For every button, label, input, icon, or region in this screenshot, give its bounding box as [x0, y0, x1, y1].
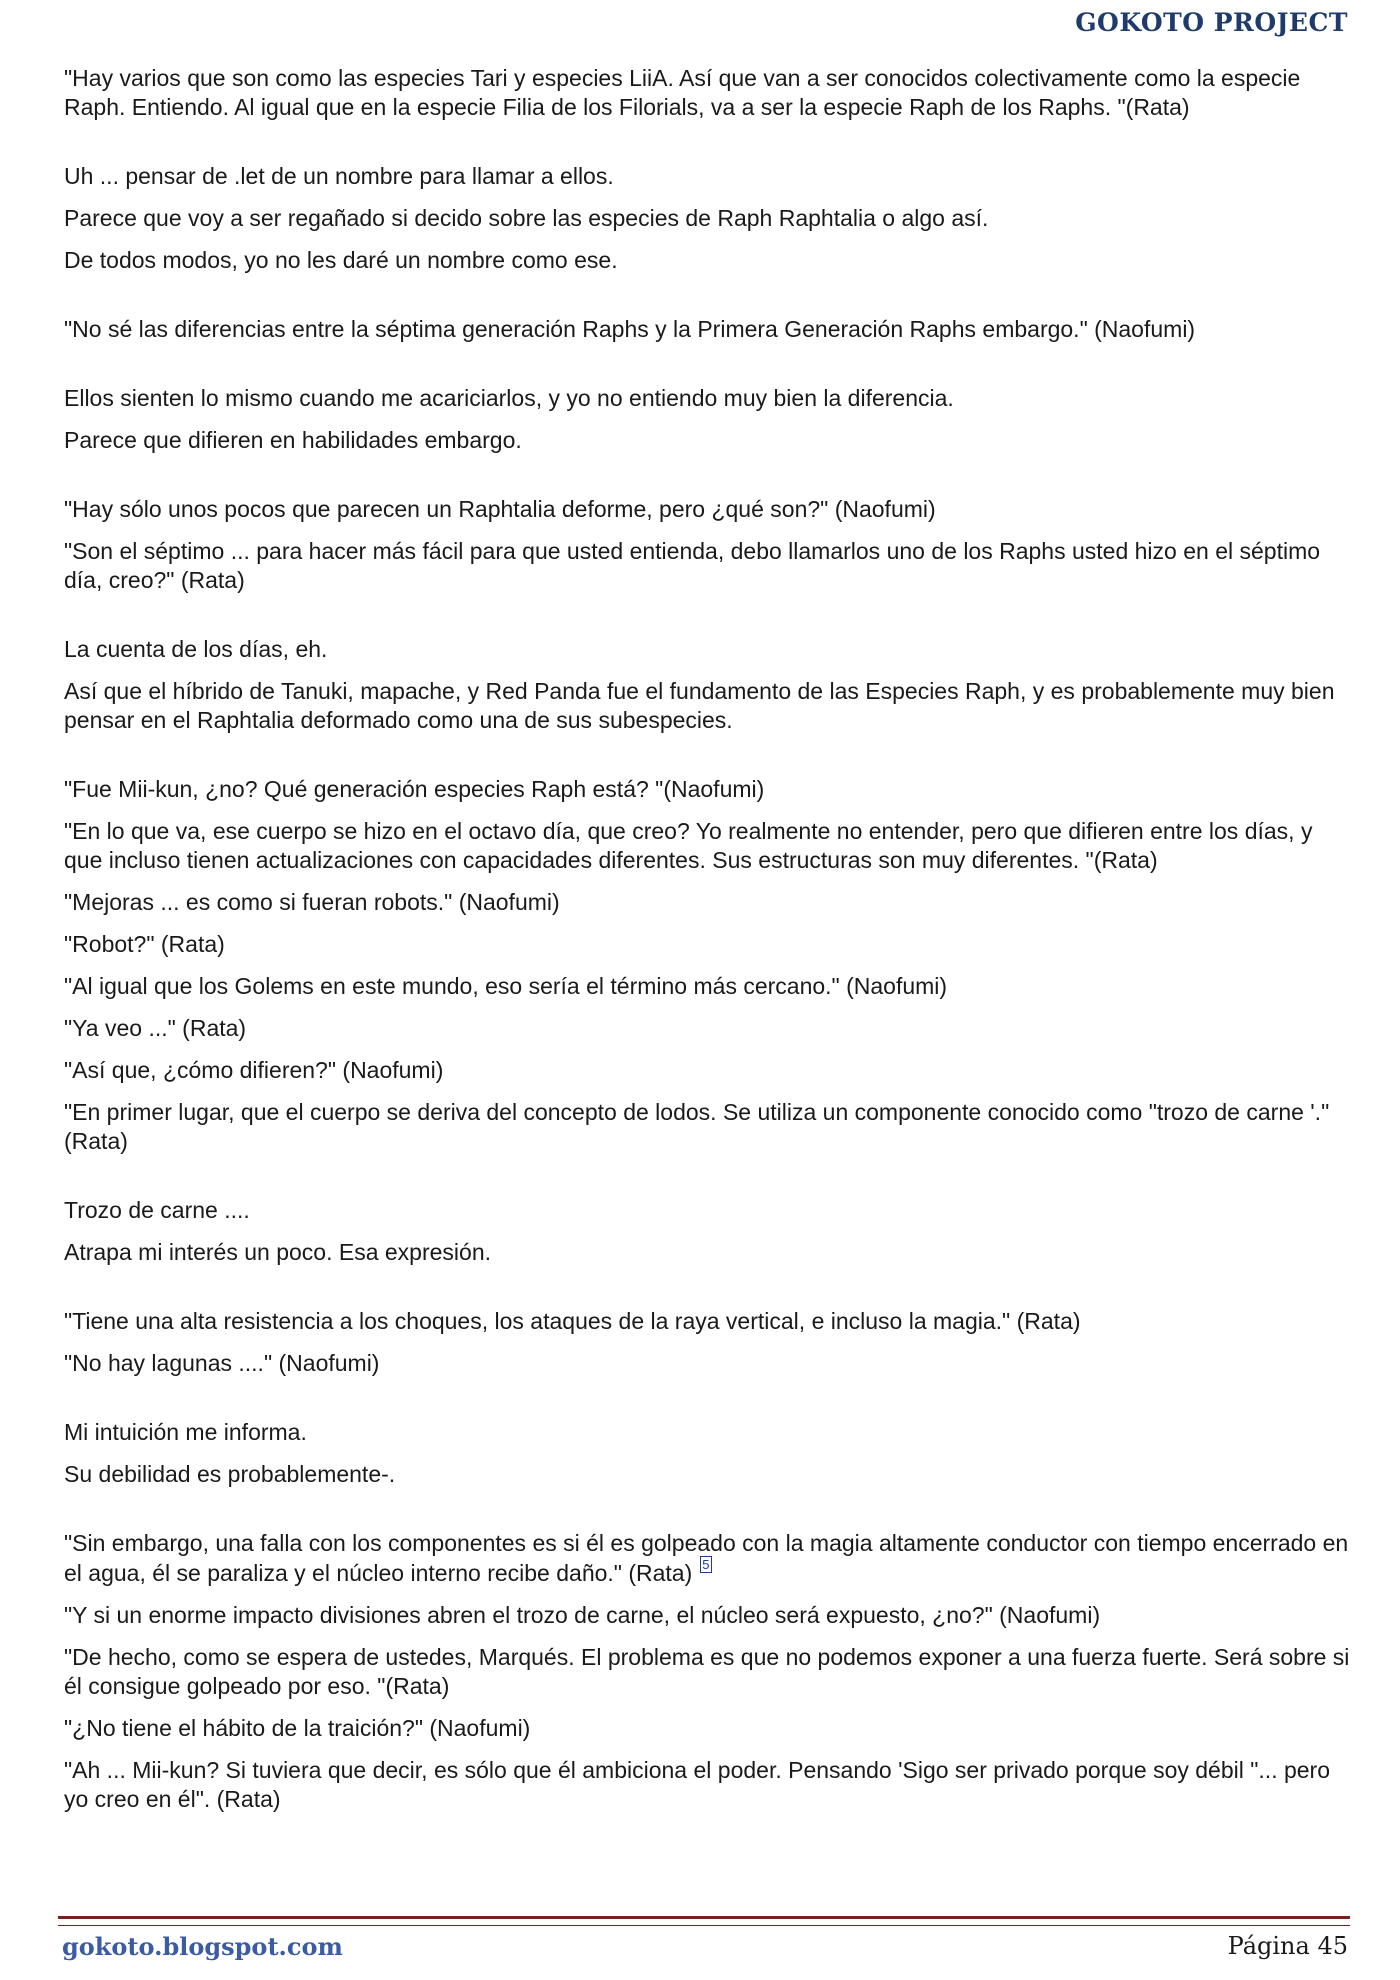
paragraph: Mi intuición me informa.: [64, 1419, 307, 1445]
paragraph: Parece que voy a ser regañado si decido sobre las especies de Raph Raphtalia o algo así.: [64, 205, 989, 231]
paragraph: La cuenta de los días, eh.: [64, 636, 328, 662]
paragraph: "Tiene una alta resistencia a los choques, los ataques de la raya vertical, e incluso la magia." (Rata): [64, 1308, 1081, 1334]
paragraph: Atrapa mi interés un poco. Esa expresión.: [64, 1239, 492, 1265]
footer-divider: [58, 1916, 1350, 1926]
paragraph-text: "Sin embargo, una falla con los componentes es si él es golpeado con la magia altamente conductor con tiempo encerrado en el agua, él se paraliza y el núcleo interno recibe daño." (Rata): [64, 1530, 1349, 1586]
paragraph: Así que el híbrido de Tanuki, mapache, y Red Panda fue el fundamento de las Especies Raph, y es probablemente muy bien pensar en el Raphtalia deformado como una de sus subespecies.: [64, 678, 1335, 733]
paragraph: "Fue Mii-kun, ¿no? Qué generación especies Raph está? "(Naofumi): [64, 776, 765, 802]
paragraph-with-footnote: [64, 1529, 1354, 1588]
paragraph: Parece que difieren en habilidades embargo.: [64, 427, 522, 453]
paragraph: "Al igual que los Golems en este mundo, eso sería el término más cercano." (Naofumi): [64, 973, 948, 999]
paragraph: "No hay lagunas ...." (Naofumi): [64, 1350, 380, 1376]
paragraph: "Así que, ¿cómo difieren?" (Naofumi): [64, 1057, 444, 1083]
paragraph: "En primer lugar, que el cuerpo se deriva del concepto de lodos. Se utiliza un componente conocido como "trozo de carne '." (Rata): [64, 1099, 1330, 1154]
paragraph: De todos modos, yo no les daré un nombre como ese.: [64, 247, 618, 273]
footer-site-link[interactable]: gokoto.blogspot.com: [62, 1932, 343, 1961]
paragraph: "Hay varios que son como las especies Tari y especies LiiA. Así que van a ser conocidos colectivamente como la especie Raph. Entiendo. Al igual que en la especie Filia de los Filorials, va a ser la especie Raph de los Raphs. "(Rata): [64, 65, 1301, 120]
paragraph: Su debilidad es probablemente-.: [64, 1461, 396, 1487]
paragraph: "Mejoras ... es como si fueran robots." (Naofumi): [64, 889, 560, 915]
paragraph: Trozo de carne ....: [64, 1197, 250, 1223]
paragraph: "Robot?" (Rata): [64, 931, 225, 957]
paragraph: Uh ... pensar de .let de un nombre para llamar a ellos.: [64, 163, 614, 189]
paragraph: "No sé las diferencias entre la séptima generación Raphs y la Primera Generación Raphs embargo." (Naofumi): [64, 316, 1196, 342]
paragraph: "Son el séptimo ... para hacer más fácil para que usted entienda, debo llamarlos uno de los Raphs usted hizo en el séptimo día, creo?" (Rata): [64, 538, 1321, 593]
header-brand: GOKOTO PROJECT: [1075, 8, 1348, 37]
paragraph: "Ah ... Mii-kun? Si tuviera que decir, es sólo que él ambiciona el poder. Pensando 'Sigo ser privado porque soy débil "... pero yo creo en él". (Rata): [64, 1757, 1331, 1812]
paragraph: "Ya veo ..." (Rata): [64, 1015, 247, 1041]
paragraph: Ellos sienten lo mismo cuando me acariciarlos, y yo no entiendo muy bien la diferencia.: [64, 385, 954, 411]
paragraph: "En lo que va, ese cuerpo se hizo en el octavo día, que creo? Yo realmente no entender, pero que difieren entre los días, y que incluso tienen actualizaciones con capacidades diferentes. Sus estructuras son muy diferentes. "(Rata): [64, 818, 1313, 873]
document-body: [64, 64, 1354, 1827]
paragraph: "De hecho, como se espera de ustedes, Marqués. El problema es que no podemos exponer a una fuerza fuerte. Será sobre si él consigue golpeado por eso. "(Rata): [64, 1644, 1350, 1699]
paragraph: "¿No tiene el hábito de la traición?" (Naofumi): [64, 1715, 531, 1741]
page-number: Página 45: [1227, 1932, 1348, 1960]
footnote-link[interactable]: 5: [702, 1557, 710, 1572]
paragraph: "Hay sólo unos pocos que parecen un Raphtalia deforme, pero ¿qué son?" (Naofumi): [64, 496, 936, 522]
paragraph: "Y si un enorme impacto divisiones abren el trozo de carne, el núcleo será expuesto, ¿no?" (Naofumi): [64, 1602, 1101, 1628]
